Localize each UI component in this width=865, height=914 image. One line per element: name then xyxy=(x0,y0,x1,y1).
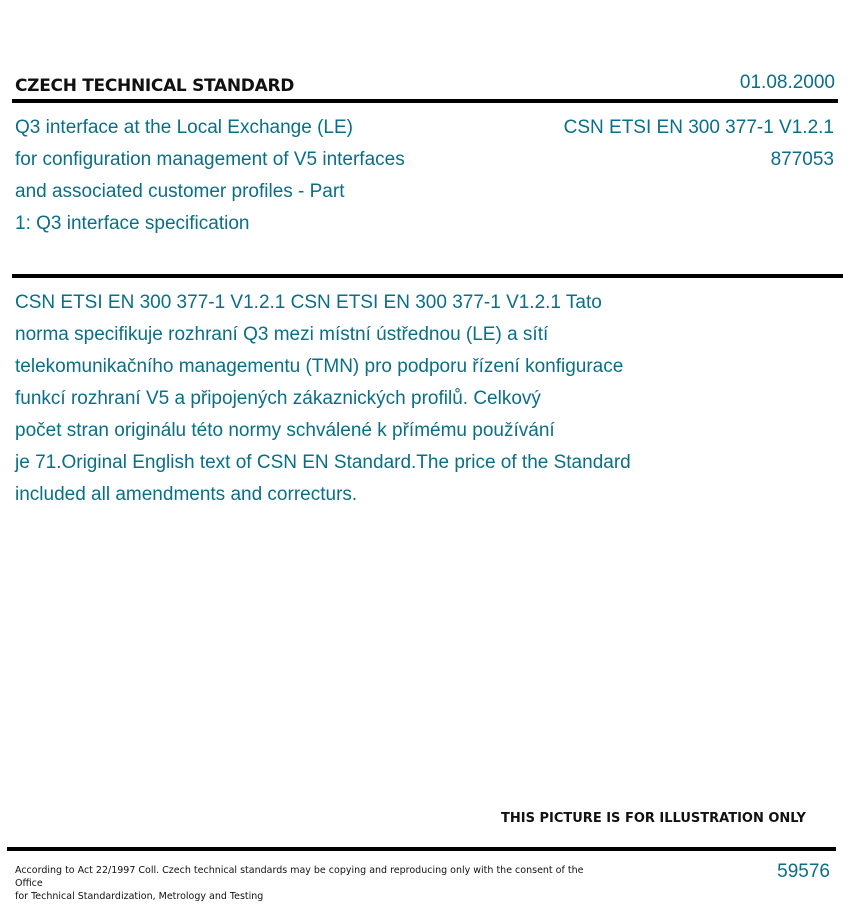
footer-divider xyxy=(7,847,836,851)
legal-notice-line: According to Act 22/1997 Coll. Czech technical standards may be copying and reproducing only with the consent of the Office xyxy=(15,865,584,889)
catalog-number: 877053 xyxy=(770,149,834,170)
standard-title-line: Q3 interface at the Local Exchange (LE) xyxy=(15,117,353,138)
section-divider xyxy=(12,274,843,278)
standard-designation: CSN ETSI EN 300 377-1 V1.2.1 xyxy=(563,117,834,138)
illustration-disclaimer: THIS PICTURE IS FOR ILLUSTRATION ONLY xyxy=(501,811,806,826)
standard-description: CSN ETSI EN 300 377-1 V1.2.1 CSN ETSI EN 300 377-1 V1.2.1 Tato norma specifikuje rozhraní Q3 mezi místní ústřednou (LE) a sítí telekomunikačního managementu (TMN) pro podporu řízení konfigurace funkcí rozhraní V5 a připojených zákaznických profilů. Celkový počet stran originálu této normy schválené k přímému používání je 71.Original English text of CSN EN Standard.The price of the Standard included all amendments and correcturs. xyxy=(15,292,631,505)
document-id: 59576 xyxy=(777,861,830,882)
standard-title xyxy=(15,112,485,240)
standard-title-line: for configuration management of V5 interfaces xyxy=(15,149,405,170)
legal-notice-line: for Technical Standardization, Metrology and Testing xyxy=(15,891,264,902)
document-type-heading: CZECH TECHNICAL STANDARD xyxy=(15,76,295,96)
standard-title-line: 1: Q3 interface specification xyxy=(15,213,250,234)
header-divider xyxy=(12,99,838,103)
standard-title-line: and associated customer profiles - Part xyxy=(15,181,345,202)
legal-notice xyxy=(15,864,595,903)
standard-identifiers xyxy=(564,112,834,176)
publication-date: 01.08.2000 xyxy=(739,72,835,93)
